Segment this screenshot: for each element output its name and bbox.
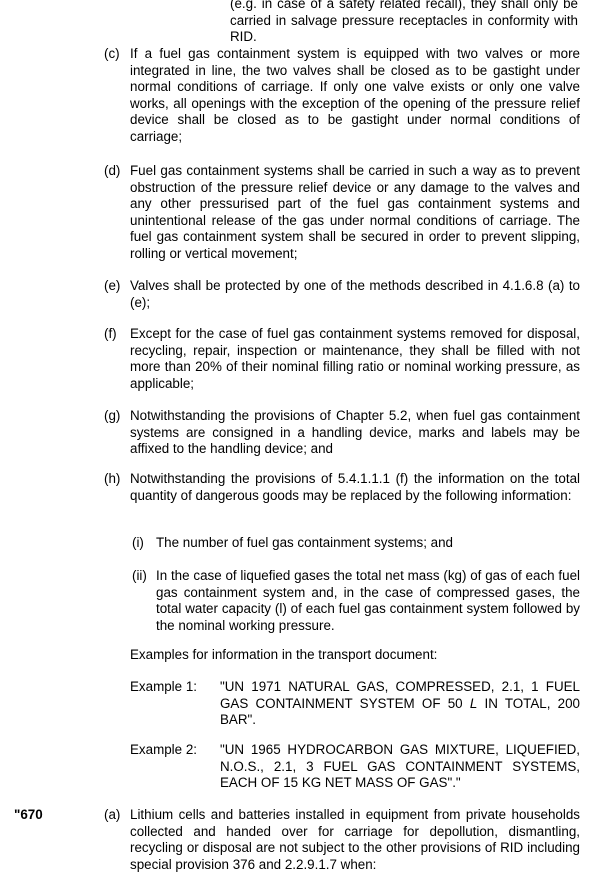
item-c: If a fuel gas containment system is equipped with two valves or more integrated in line, the two valves shall be closed as to be gastight under normal conditions of carriage. If only one valve exists or only one valve works, all openings with the exception of the opening of the pressure relief device shall be closed as to be gastight under normal conditions of carriage; [130, 46, 580, 144]
provision-label-a: (a) [104, 807, 121, 822]
example-1-text-a: "UN 1971 NATURAL GAS, COMPRESSED, 2.1, 1 FUEL GAS CONTAINMENT SYSTEM OF 50 [220, 679, 580, 711]
item-label-e: (e) [104, 278, 121, 293]
item-e: Valves shall be protected by one of the methods described in 4.1.6.8 (a) to (e); [130, 278, 580, 310]
item-label-h: (h) [104, 471, 121, 486]
item-label-d: (d) [104, 163, 121, 178]
provision-text: Lithium cells and batteries installed in equipment from private households collected and handed over for carriage for depollution, dismantling, recycling or disposal are not subject to the other provisions of RID including special provision 376 and 2.2.9.1.7 when: [130, 807, 580, 872]
provision-number: "670 [14, 807, 43, 822]
example-2-label: Example 2: [130, 742, 197, 757]
example-1-text-b: IN TOTAL, 200 BAR". [220, 695, 581, 728]
item-g: Notwithstanding the provisions of Chapter 5.2, when fuel gas containment systems are consigned in a handling device, marks and labels may be affixed to the handling device; and [130, 408, 580, 457]
subitem-ii: In the case of liquefied gases the total net mass (kg) of gas of each fuel gas containment system and, in the case of compressed gases, the total water capacity (l) of each fuel gas containment system followed by the nominal working pressure. [156, 568, 580, 633]
item-f: Except for the case of fuel gas containment systems removed for disposal, recycling, repair, inspection or maintenance, they shall be filled with not more than 20% of their nominal filling ratio or nominal working pressure, as applicable; [130, 326, 580, 391]
example-1-label: Example 1: [130, 679, 197, 694]
example-1-unit: L [469, 695, 478, 711]
example-1-text [220, 679, 580, 729]
item-label-g: (g) [104, 408, 121, 423]
item-d: Fuel gas containment systems shall be carried in such a way as to prevent obstruction of the pressure relief device or any damage to the valves and any other pressurised part of the fuel gas containment systems and unintentional release of the gas under normal conditions of carriage. The fuel gas containment system shall be secured in order to prevent slipping, rolling or vertical movement; [130, 163, 580, 261]
item-label-f: (f) [104, 326, 117, 341]
item-label-c: (c) [104, 46, 120, 61]
top-continuation: (e.g. in case of a safety related recall), they shall only be carried in salvage pressure receptacles in conformity with RID. [230, 0, 578, 45]
examples-intro: Examples for information in the transport document: [130, 647, 438, 662]
subitem-label-i: (i) [132, 535, 144, 550]
example-2-text-a: "UN 1965 HYDROCARBON GAS MIXTURE, LIQUEFIED, N.O.S., 2.1, 3 FUEL GAS CONTAINMENT SYSTEMS, EACH OF 15 KG NET MASS OF GAS"." [220, 742, 580, 791]
item-h: Notwithstanding the provisions of 5.4.1.1.1 (f) the information on the total quantity of dangerous goods may be replaced by the following information: [130, 471, 580, 503]
subitem-label-ii: (ii) [132, 568, 147, 583]
example-2-text [220, 742, 580, 792]
subitem-i: The number of fuel gas containment systems; and [156, 535, 453, 550]
